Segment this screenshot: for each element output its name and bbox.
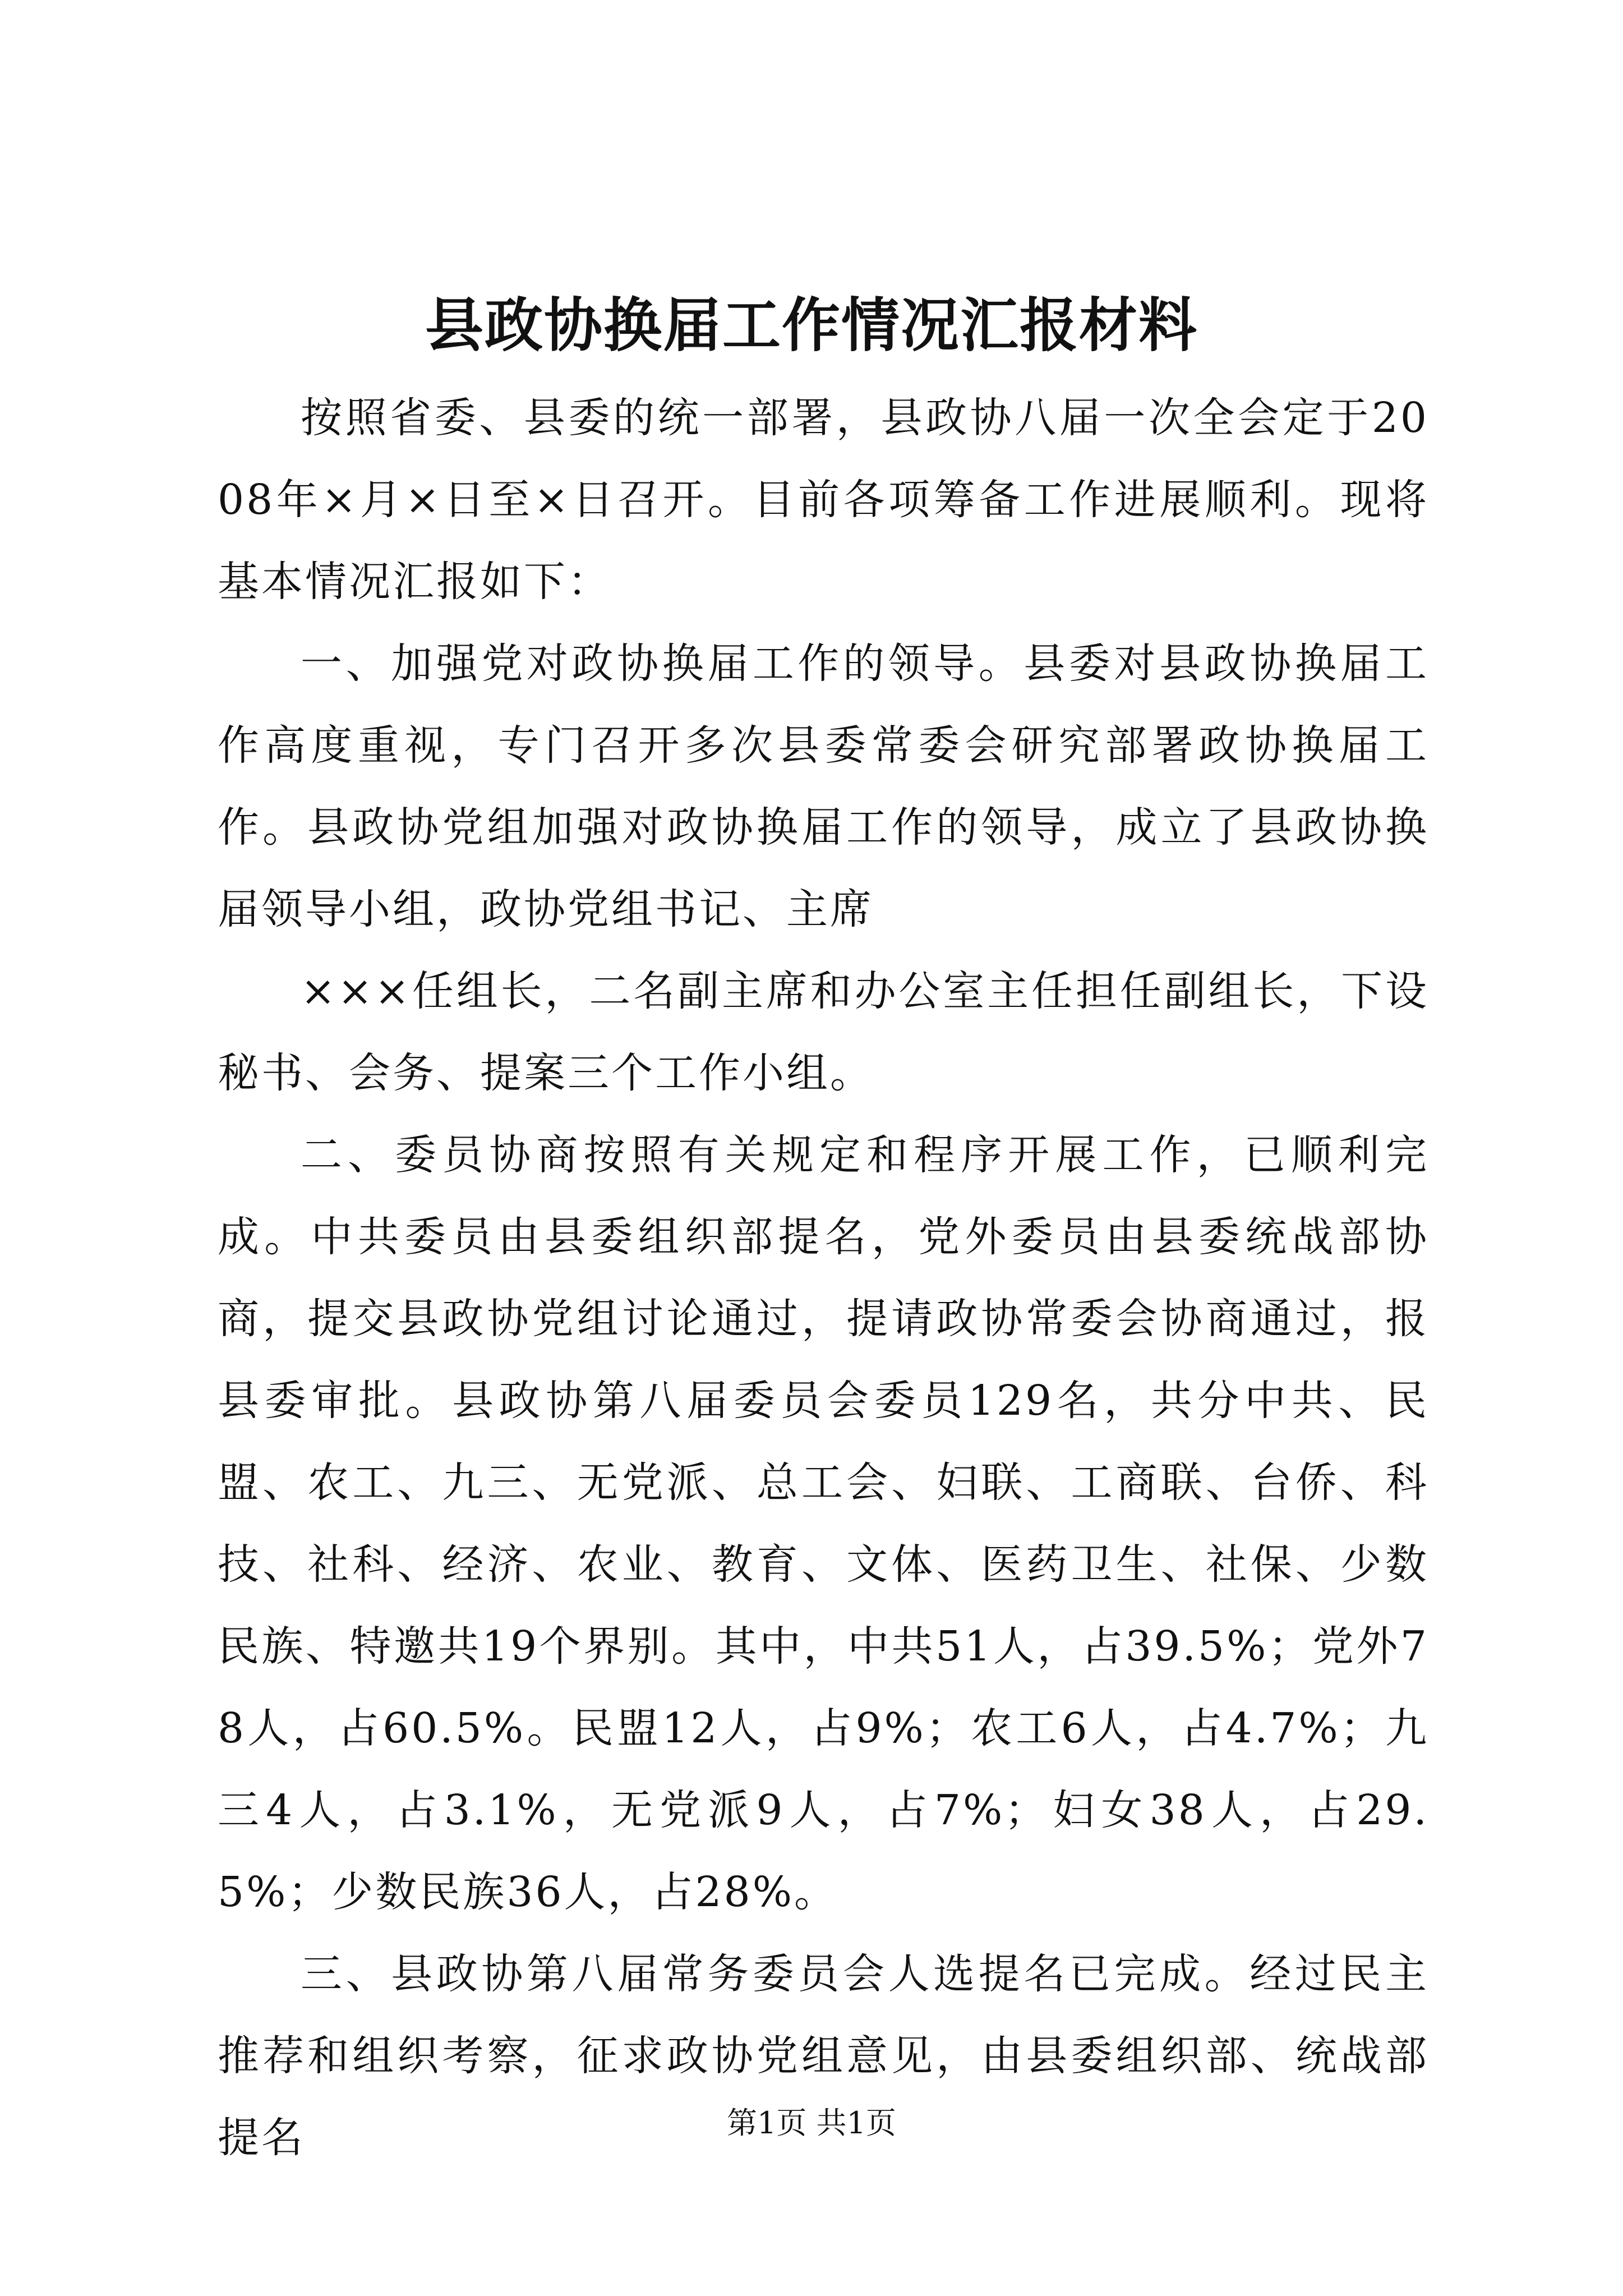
page-number: 第1页 共1页 [727,2105,896,2141]
paragraph-intro: 按照省委、县委的统一部署，县政协八届一次全会定于2008年×月×日至×日召开。目前各项筹备工作进展顺利。现将基本情况汇报如下： [218,394,1429,606]
document-body [218,377,1429,2179]
paragraph-section-1: 一、加强党对政协换届工作的领导。县委对县政协换届工作高度重视，专门召开多次县委常委会研究部署政协换届工作。县政协党组加强对政协换届工作的领导，成立了县政协换届领导小组，政协党组书记、主席 [218,639,1429,933]
paragraph-section-1-cont: ×××任组长，二名副主席和办公室主任担任副组长，下设秘书、会务、提案三个工作小组。 [218,967,1429,1097]
page-footer [0,2104,1623,2143]
paragraph-section-2: 二、委员协商按照有关规定和程序开展工作，已顺利完成。中共委员由县委组织部提名，党外委员由县委统战部协商，提交县政协党组讨论通过，提请政协常委会协商通过，报县委审批。县政协第八届委员会委员129名，共分中共、民盟、农工、九三、无党派、总工会、妇联、工商联、台侨、科技、社科、经济、农业、教育、文体、医药卫生、社保、少数民族、特邀共19个界别。其中，中共51人，占39.5%；党外78人，占60.5%。民盟12人，占9%；农工6人，占4.7%；九三4人，占3.1%，无党派9人，占7%；妇女38人，占29.5%；少数民族36人，占28%。 [218,1131,1429,1916]
document-title: 县政协换届工作情况汇报材料 [425,291,1198,360]
paragraph-section-3: 三、县政协第八届常务委员会人选提名已完成。经过民主推荐和组织考察，征求政协党组意见，由县委组织部、统战部提名 [218,1950,1429,2162]
